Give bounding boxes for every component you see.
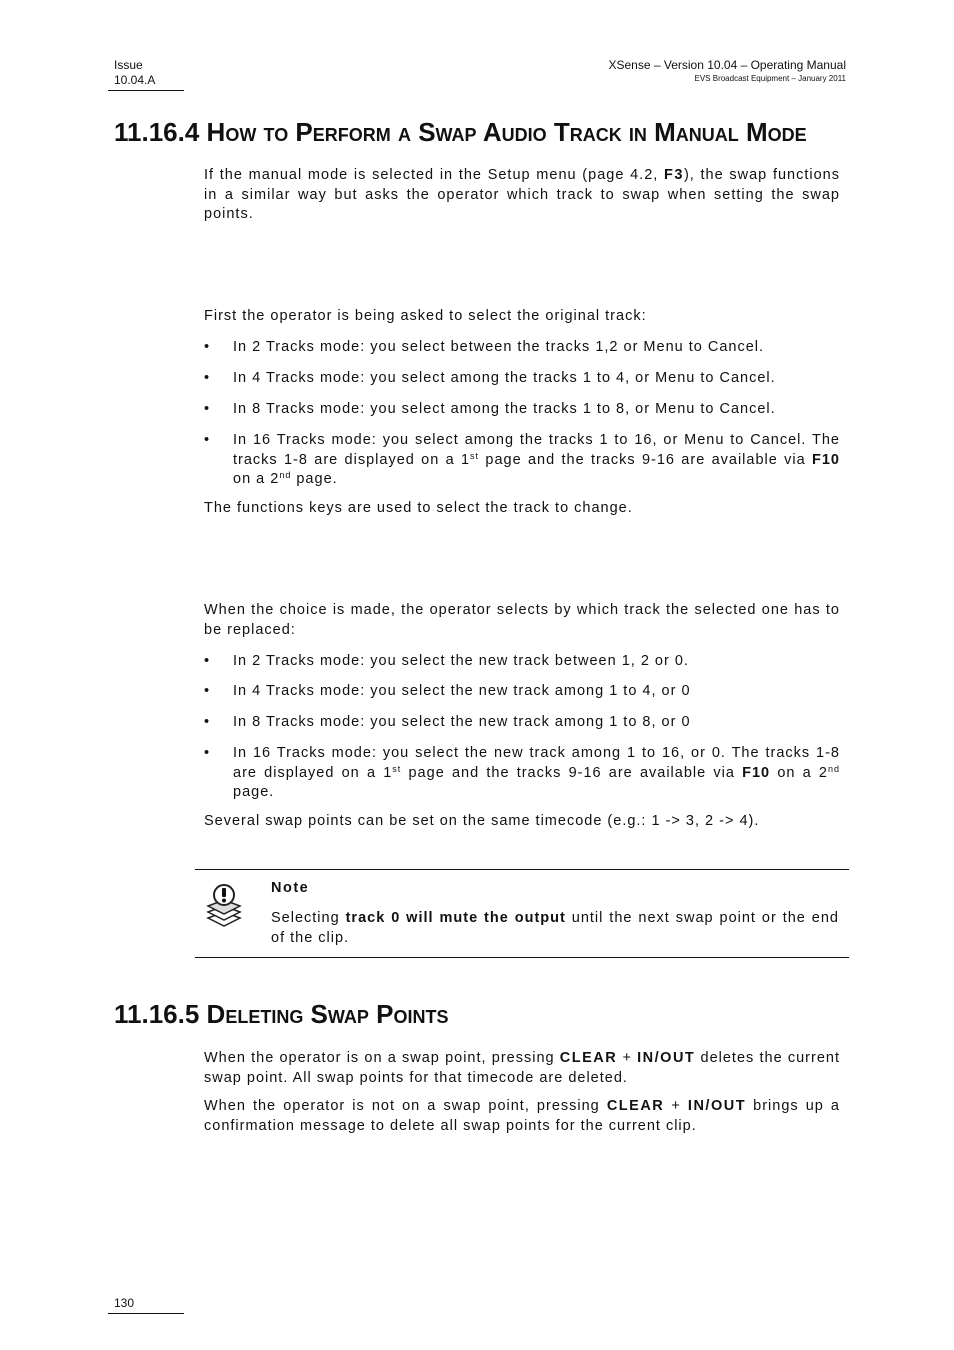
text-run: Selecting (271, 910, 346, 926)
list-item (204, 652, 840, 672)
section-title: How to Perform a Swap Audio Track in Manual Mode (206, 117, 807, 147)
list-item-text: In 4 Tracks mode: you select the new track among 1 to 4, or 0 (233, 683, 691, 699)
list-item (204, 744, 840, 803)
bullet-dot: • (204, 401, 211, 417)
page-number: 130 (114, 1296, 135, 1310)
list-item-text: In 8 Tracks mode: you select the new track among 1 to 8, or 0 (233, 714, 691, 730)
in-out-key: IN/OUT (637, 1050, 696, 1066)
warning-note-icon (205, 882, 243, 928)
several-swap-paragraph: Several swap points can be set on the same timecode (e.g.: 1 -> 3, 2 -> 4). (204, 813, 760, 829)
header-rule (108, 90, 184, 91)
new-track-intro: When the choice is made, the operator selects by which track the selected one has to be replaced: (204, 602, 840, 638)
list-item-text (233, 431, 840, 490)
superscript: st (470, 450, 480, 461)
list-item-text: In 8 Tracks mode: you select among the tracks 1 to 8, or Menu to Cancel. (233, 401, 776, 417)
note-title: Note (271, 880, 310, 896)
issue-number: 10.04.A (114, 73, 156, 87)
list-item (204, 682, 840, 702)
note-body (271, 909, 839, 948)
text-run: until the next swap point or the end of the clip. (271, 910, 839, 946)
bullet-dot: • (204, 714, 211, 730)
original-track-intro: First the operator is being asked to select the original track: (204, 308, 647, 324)
list-item-text (233, 744, 840, 803)
superscript: nd (827, 763, 840, 774)
section-heading-11-16-5 (114, 999, 448, 1029)
section-title: Deleting Swap Points (206, 999, 449, 1029)
in-out-key: IN/OUT (687, 1098, 747, 1114)
text-run: When the operator is not on a swap point, pressing (204, 1098, 607, 1114)
manual-header (609, 58, 847, 85)
list-item (204, 338, 840, 358)
bullet-dot: • (204, 745, 211, 761)
text-run: on a 2 (233, 471, 280, 487)
text-run: + (617, 1050, 638, 1066)
text-run: page. (291, 471, 338, 487)
bullet-dot: • (204, 683, 211, 699)
note-bottom-rule (195, 957, 849, 958)
list-item (204, 713, 840, 733)
bullet-dot: • (204, 653, 211, 669)
text-run: brings up a confirmation message to delete all swap points for the current clip. (204, 1098, 840, 1134)
section-number: 11.16.4 (114, 117, 200, 147)
list-item-text: In 2 Tracks mode: you select the new track between 1, 2 or 0. (233, 653, 689, 669)
bullet-dot: • (204, 432, 211, 448)
text-run: + (664, 1098, 688, 1114)
footer-rule (108, 1313, 184, 1314)
f10-key: F10 (742, 764, 771, 781)
note-emphasis: track 0 will mute the output (345, 910, 566, 926)
text-run: When the operator is on a swap point, pressing (204, 1050, 560, 1066)
intro-text: If the manual mode is selected in the Setup menu (page 4.2, (204, 167, 665, 183)
f10-key: F10 (812, 451, 840, 468)
list-item-text: In 2 Tracks mode: you select between the tracks 1,2 or Menu to Cancel. (233, 339, 765, 355)
issue-block (114, 58, 155, 88)
publisher-line: EVS Broadcast Equipment – January 2011 (694, 74, 846, 83)
list-item-text: In 4 Tracks mode: you select among the tracks 1 to 4, or Menu to Cancel. (233, 370, 776, 386)
delete-paragraph-1 (204, 1049, 840, 1088)
function-keys-paragraph: The functions keys are used to select the track to change. (204, 500, 633, 516)
text-run: In 16 Tracks mode: you select the new track among 1 to 16, or 0. The tracks 1-8 are displayed on a 1 (233, 745, 840, 781)
list-item (204, 400, 840, 420)
text-run: In 16 Tracks mode: you select among the tracks 1 to 16, or Menu to Cancel. The tracks 1-8 are displayed on a 1 (233, 432, 840, 468)
intro-text-cont: ), the swap functions in a similar way but asks the operator which track to swap when setting the swap points. (204, 167, 840, 222)
superscript: st (392, 763, 402, 774)
text-run: deletes the current swap point. All swap points for that timecode are deleted. (204, 1050, 840, 1086)
delete-paragraph-2 (204, 1097, 840, 1136)
list-item (204, 369, 840, 389)
section-number: 11.16.5 (114, 999, 200, 1029)
issue-label: Issue (114, 58, 143, 72)
bullet-dot: • (204, 339, 211, 355)
manual-title: XSense – Version 10.04 – Operating Manual (608, 58, 846, 72)
bullet-dot: • (204, 370, 211, 386)
text-run: page and the tracks 9-16 are available via (479, 451, 812, 468)
section-heading-11-16-4 (114, 117, 807, 147)
text-run: on a 2 (770, 764, 828, 781)
clear-key: CLEAR (606, 1098, 665, 1114)
note-top-rule (195, 869, 849, 870)
clear-key: CLEAR (559, 1050, 618, 1066)
superscript: nd (279, 470, 292, 480)
text-run: page and the tracks 9-16 are available via (401, 764, 743, 781)
f3-key: F3 (664, 167, 684, 183)
text-run: page. (233, 784, 275, 800)
intro-paragraph (204, 166, 840, 225)
list-item (204, 431, 840, 490)
